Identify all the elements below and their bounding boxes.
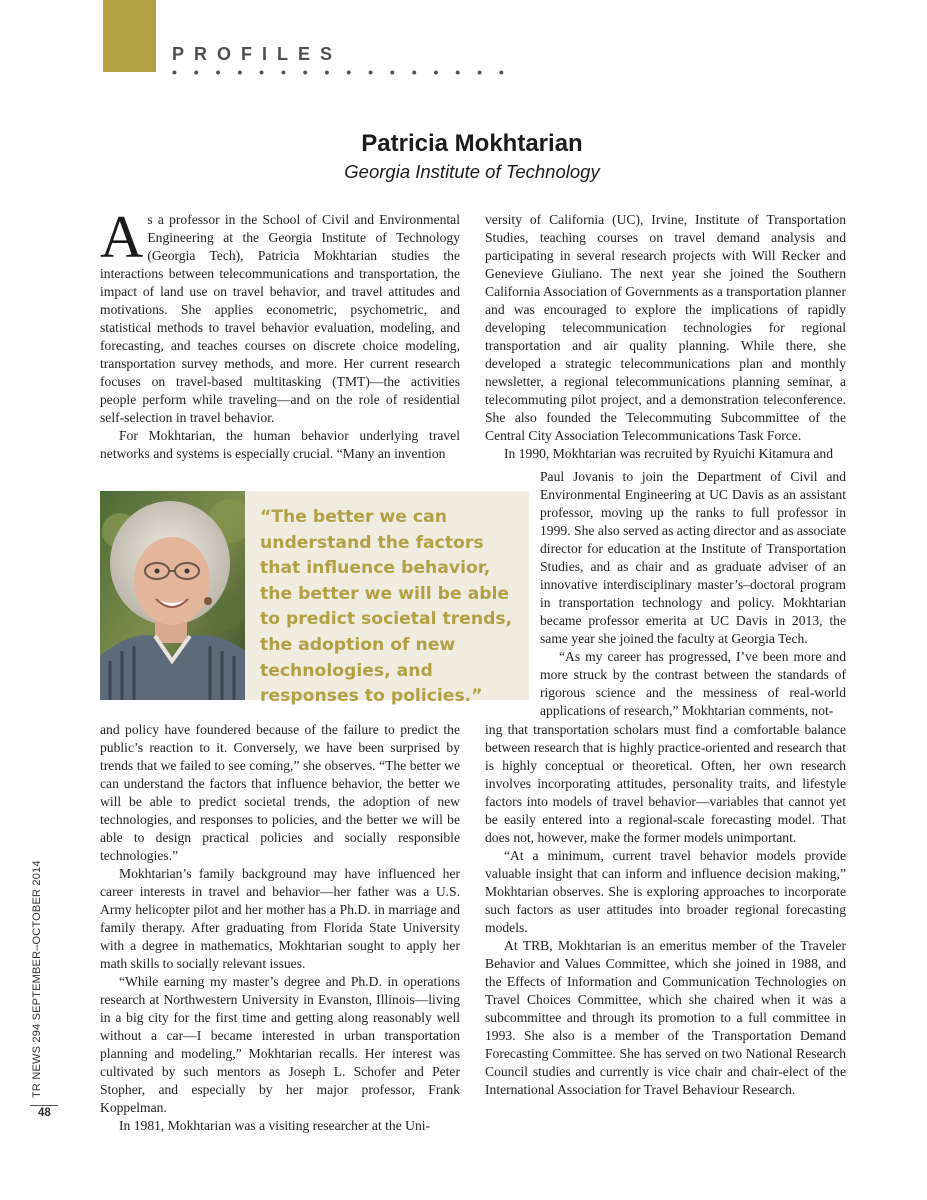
paragraph: “At a minimum, current travel behavior models provide valuable insight that can inform and influence decision making,” Mokhtarian observes. She is exploring approaches to incorporate such factors as user attitudes into broader regional forecasting models. — [485, 848, 846, 935]
page-number: 48 — [38, 1107, 51, 1119]
column-left-bottom — [100, 721, 460, 1135]
portrait-image — [100, 491, 245, 700]
pull-quote: “The better we can understand the factors that influence behavior, the better we will be able to predict societal trends, the adoption of new technologies, and responses to policies.” — [260, 507, 513, 707]
paragraph: In 1990, Mokhtarian was recruited by Ryuichi Kitamura and — [504, 446, 834, 461]
paragraph: Paul Jovanis to join the Department of Civil and Environmental Engineering at UC Davis as an assistant professor, moving up the ranks to full professor in 1999. She also served as acting director and as associate director for education at the Institute of Transportation Studies, and as chair and as graduate adviser of an innovative interdisciplinary master’s–doctoral program in transportation technology and policy. Mokhtarian became professor emerita at UC Davis in 2013, the same year she joined the faculty at Georgia Tech. — [540, 469, 846, 646]
profile-affiliation: Georgia Institute of Technology — [344, 161, 600, 182]
paragraph: and policy have foundered because of the failure to predict the public’s reaction to it. Conversely, we have been surprised by trends that we failed to see coming,” she observes. “The better we can understand the factors that influence behavior, the better we will be able to predict societal trends, the adoption of new technologies, and responses to policies, and the better we will be able to design practical policies and socially responsible technologies.” — [100, 722, 460, 863]
paragraph: versity of California (UC), Irvine, Institute of Transportation Studies, teaching courses on travel demand analysis and participating in several research projects with Will Recker and Genevieve Giuliano. The next year she joined the Southern California Association of Governments as a transportation planner and was encouraged to explore the implications of rapidly developing telecommunication technologies for regional transportation and air quality planning. While there, she developed a strategic telecommunications plan and monthly newsletter, a regional telecommunications planning seminar, a telecommuting pilot project, and a demonstration teleconference. She also founded the Telecommuting Subcommittee of the Central City Association Telecommunications Task Force. — [485, 212, 846, 443]
profile-name: Patricia Mokhtarian — [361, 130, 583, 157]
column-right-middle — [540, 468, 846, 720]
paragraph: As a professor in the School of Civil and Environmental Engineering at the Georgia Institute of Technology (Georgia Tech), Patricia Mokhtarian studies the interactions between telecommunications and transportation, the impact of land use on travel behavior, and travel attitudes and motivations. She applies econometric, psychometric, and statistical methods to travel behavior evaluation, modeling, and forecasting, and teaches courses on discrete choice modeling, transportation survey methods, and more. Her current research focuses on travel-based multitasking (TMT)—the activities people perform while traveling—and on the role of residential self-selection in travel behavior. — [100, 204, 460, 425]
issue-label: TR NEWS 294 SEPTEMBER–OCTOBER 2014 — [31, 860, 43, 1098]
paragraph: For Mokhtarian, the human behavior underlying travel networks and systems is especially crucial. “Many an invention — [100, 428, 460, 461]
paragraph: In 1981, Mokhtarian was a visiting researcher at the Uni- — [119, 1118, 431, 1133]
section-dots: • • • • • • • • • • • • • • • • — [172, 64, 511, 80]
paragraph: ing that transportation scholars must find a comfortable balance between research that is highly practice-oriented and research that is highly conceptual or theoretical. Often, her own research involves incorporating attitudes, personality traits, and lifestyle factors into models of travel behavior—variables that cannot yet be easily entered into a regional-scale forecasting model. That does not, however, make the former models unimportant. — [485, 722, 846, 845]
section-color-tab — [103, 0, 156, 72]
paragraph: Mokhtarian’s family background may have influenced her career interests in travel and behavior—her father was a U.S. Army helicopter pilot and her mother has a Ph.D. in marriage and family therapy. After graduating from Florida State University with a degree in mathematics, Mokhtarian sought to apply her math skills to socially relevant issues. — [100, 866, 460, 971]
pull-quote-box — [245, 491, 529, 707]
drop-cap: A — [100, 204, 144, 270]
portrait-photo — [100, 491, 245, 700]
section-label: PROFILES — [172, 44, 343, 64]
page-number-rule — [30, 1105, 58, 1106]
paragraph: At TRB, Mokhtarian is an emeritus member of the Traveler Behavior and Values Committee, which she joined in 1988, and the Effects of Information and Communication Technologies on Travel Choices Committee, which she chaired when it was a subcommittee and through its promotion to a full committee in 1993. She also is a member of the Transportation Demand Forecasting Committee. She has served on two National Research Council studies and currently is vice chair and chair-elect of the International Association for Travel Behaviour Research. — [485, 938, 846, 1097]
column-right-bottom — [485, 721, 846, 1099]
paragraph: “As my career has progressed, I’ve been more and more struck by the contrast between the standards of rigorous science and the messiness of real-world applications of research,” Mokhtarian comments, not- — [540, 649, 846, 718]
column-left-top — [100, 204, 460, 463]
paragraph: “While earning my master’s degree and Ph.D. in operations research at Northwestern University in Evanston, Illinois—living in a big city for the first time and getting along reasonably well without a car—I became interested in urban transportation planning and modeling,” Mokhtarian recalls. Her interest was cultivated by such mentors as Joseph L. Schofer and Peter Stopher, and especially by her major professor, Frank Koppelman. — [100, 974, 460, 1115]
column-right-top — [485, 211, 846, 463]
